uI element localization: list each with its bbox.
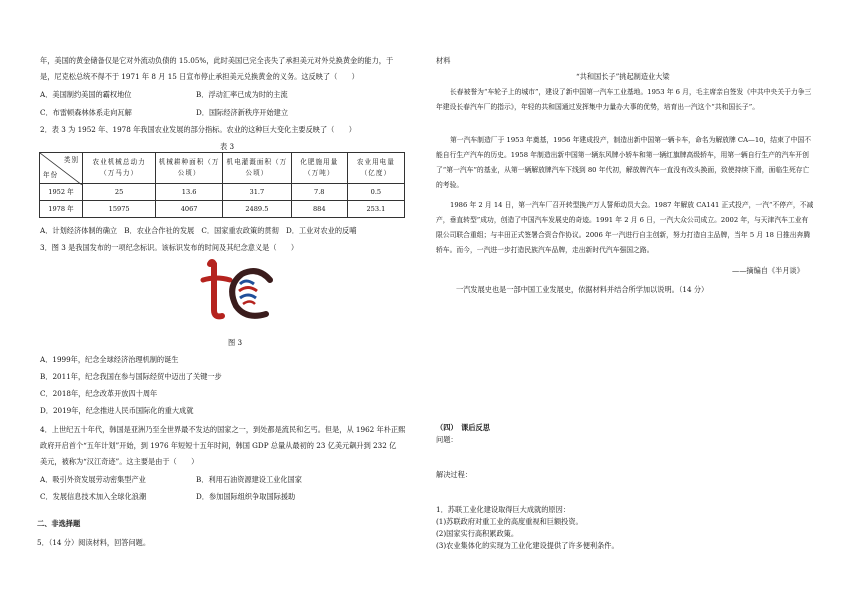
q4-option-a: A．吸引外资发展劳动密集型产业 [40, 475, 146, 484]
table-cell: 0.5 [347, 184, 404, 201]
section-heading: （四） 课后反思 [436, 423, 490, 432]
table-header-cell: 农业用电量（亿度） [347, 153, 404, 184]
material-title: “共和国长子”挑起制造业大梁 [576, 72, 670, 81]
q4-stem-line: 美元，被称为“汉江奇迹”。这主要是由于（ ） [40, 457, 199, 466]
table-cell: 884 [291, 201, 347, 218]
reflection-question-label: 问题： [436, 435, 458, 444]
table-cell-year: 1978 年 [40, 201, 83, 218]
table-header-cell: 机电灌溉面积（万公顷） [222, 153, 291, 184]
table-header-cell: 化肥施用量（万吨） [291, 153, 347, 184]
q4-stem-line: 政府开启首个“五年计划”开始，到 1976 年短短十五年时间，韩国 GDP 总量从最初的 23 亿美元飙升到 232 亿 [40, 441, 397, 450]
note-line: (2)国家实行高积累政策。 [436, 529, 519, 538]
q1-option-c: C．布雷顿森林体系走向瓦解 [40, 108, 132, 117]
note-line: 1．苏联工业化建设取得巨大成就的原因： [436, 505, 570, 514]
table-cell: 15975 [83, 201, 156, 218]
table-cell: 25 [83, 184, 156, 201]
q1-continuation-line: 年，美国的黄金储备仅是它对外流动负债的 15.05%，此时美国已完全丧失了承担美元对外兑换黄金的能力，于 [40, 56, 394, 65]
material-source: ——摘编自《半月谈》 [732, 266, 804, 275]
table-cell-year: 1952 年 [40, 184, 83, 201]
material-paragraph: 第一汽车制造厂于 1953 年奠基，1956 年建成投产，制造出新中国第一辆卡车，命名为解放牌 CA—10，结束了中国不能自行生产汽车的历史。1958 年制造出新中国第一辆东风牌小轿车和第一辆红旗牌高级轿车，用第一辆自行生产的汽车开创了“第一汽车”的基业，从第一辆解放牌汽车下线到 80 年代初，解放牌汽车一直没有改头换面，致使持续下滑，面临生死存亡的考验。 [436, 136, 812, 189]
q3-option-a: A．1999年，纪念全球经济治理机制的诞生 [40, 355, 179, 364]
q4-option-d: D．参加国际组织争取国际援助 [196, 492, 296, 501]
agriculture-table [39, 152, 405, 218]
table-cell: 13.6 [156, 184, 223, 201]
q5-stem: 5．（14 分）阅读材料，回答问题。 [37, 538, 151, 547]
section-heading: 二、非选择题 [37, 519, 81, 528]
note-line: (3)农业集体化的实现为工业化建设提供了许多便利条件。 [436, 541, 619, 550]
q3-stem: 3．图 3 是我国发布的一项纪念标识。该标识发布的时间及其纪念意义是（ ） [40, 243, 299, 252]
q1-option-d: D．国际经济新秩序开始建立 [196, 108, 289, 117]
table-cell: 253.1 [347, 201, 404, 218]
q4-stem-line: 4．上世纪五十年代，韩国是亚洲乃至全世界最不发达的国家之一，到处都是流民和乞丐。但是，从 1962 年朴正熙 [40, 425, 406, 434]
material-label: 材料 [436, 56, 451, 65]
q1-continuation-line: 是，尼克松总统不得不于 1971 年 8 月 15 日宣布停止承担美元兑换黄金的义务。这反映了（ ） [40, 72, 359, 81]
q3-option-c: C．2018年，纪念改革开放四十周年 [40, 389, 158, 398]
table-cell: 4067 [156, 201, 223, 218]
q3-option-d: D．2019年，纪念推进人民币国际化的重大成就 [40, 406, 194, 415]
material-paragraph: 1986 年 2 月 14 日，第一汽车厂召开转型换产万人誓师动员大会。1987 年解放 CA141 正式投产，一汽“不停产，不减产，垂直转型”成功，创造了中国汽车发展史的奇迹。1991 年 2 月 6 日，一汽大众公司成立。2002 年，与天津汽车工业有限公司联合重组；与丰田正式签署合资合作协议。2006 年一汽进行自主创新，努力打造自主品牌，当年 5 月 18 日推出奔腾轿车。而今，一汽进一步打造民族汽车品牌，走出新时代汽车强国之路。 [436, 201, 814, 254]
table-row [40, 201, 405, 218]
figure-caption: 图 3 [228, 338, 243, 347]
reflection-solution-label: 解决过程： [436, 470, 472, 479]
q3-option-b: B．2011年，纪念我国在参与国际经贸中迈出了关键一步 [40, 372, 222, 381]
corner-bottom-label: 年份 [43, 171, 59, 179]
table-header-cell: 农业机械总动力（万马力） [83, 153, 156, 184]
q2-options: A．计划经济体制的确立 B．农业合作社的发展 C．国家重农政策的贯彻 D．工业对农业的反哺 [40, 226, 357, 235]
table-row [40, 184, 405, 201]
corner-top-label: 类别 [63, 156, 79, 164]
table-header-cell: 机械耕种面积（万公顷） [156, 153, 223, 184]
commemorative-logo [200, 258, 280, 326]
material-paragraph: 长春被誉为“车轮子上的城市”，建设了新中国第一汽车工业基地。1953 年 6 月，毛主席亲自签发《中共中央关于力争三年建设长春汽车厂的指示》，年轻的共和国通过发挥集中力量办大事的优势，培育出一汽这个“共和国长子”。 [436, 88, 812, 111]
q1-option-b: B．浮动汇率已成为时的主流 [196, 90, 288, 99]
table-cell: 7.8 [291, 184, 347, 201]
table-cell: 2489.5 [222, 201, 291, 218]
q5-question: 一汽发展史也是一部中国工业发展史，依据材料并结合所学加以说明。（14 分） [456, 285, 709, 294]
note-line: (1)苏联政府对重工业的高度重视和巨额投资。 [436, 517, 583, 526]
q4-option-c: C．发展信息技术加入全球化浪潮 [40, 492, 147, 501]
q2-stem: 2．表 3 为 1952 年、1978 年我国农业发展的部分指标。农业的这种巨大变化主要反映了（ ） [40, 125, 356, 134]
table-cell: 31.7 [222, 184, 291, 201]
q4-option-b: B．利用石油资源建设工业化国家 [196, 475, 302, 484]
q1-option-a: A．美国制约美国的霸权地位 [40, 90, 132, 99]
table-header-row [40, 153, 405, 184]
table-corner-cell [40, 153, 83, 184]
logo-graphic [200, 258, 280, 326]
table-caption: 表 3 [220, 142, 235, 151]
